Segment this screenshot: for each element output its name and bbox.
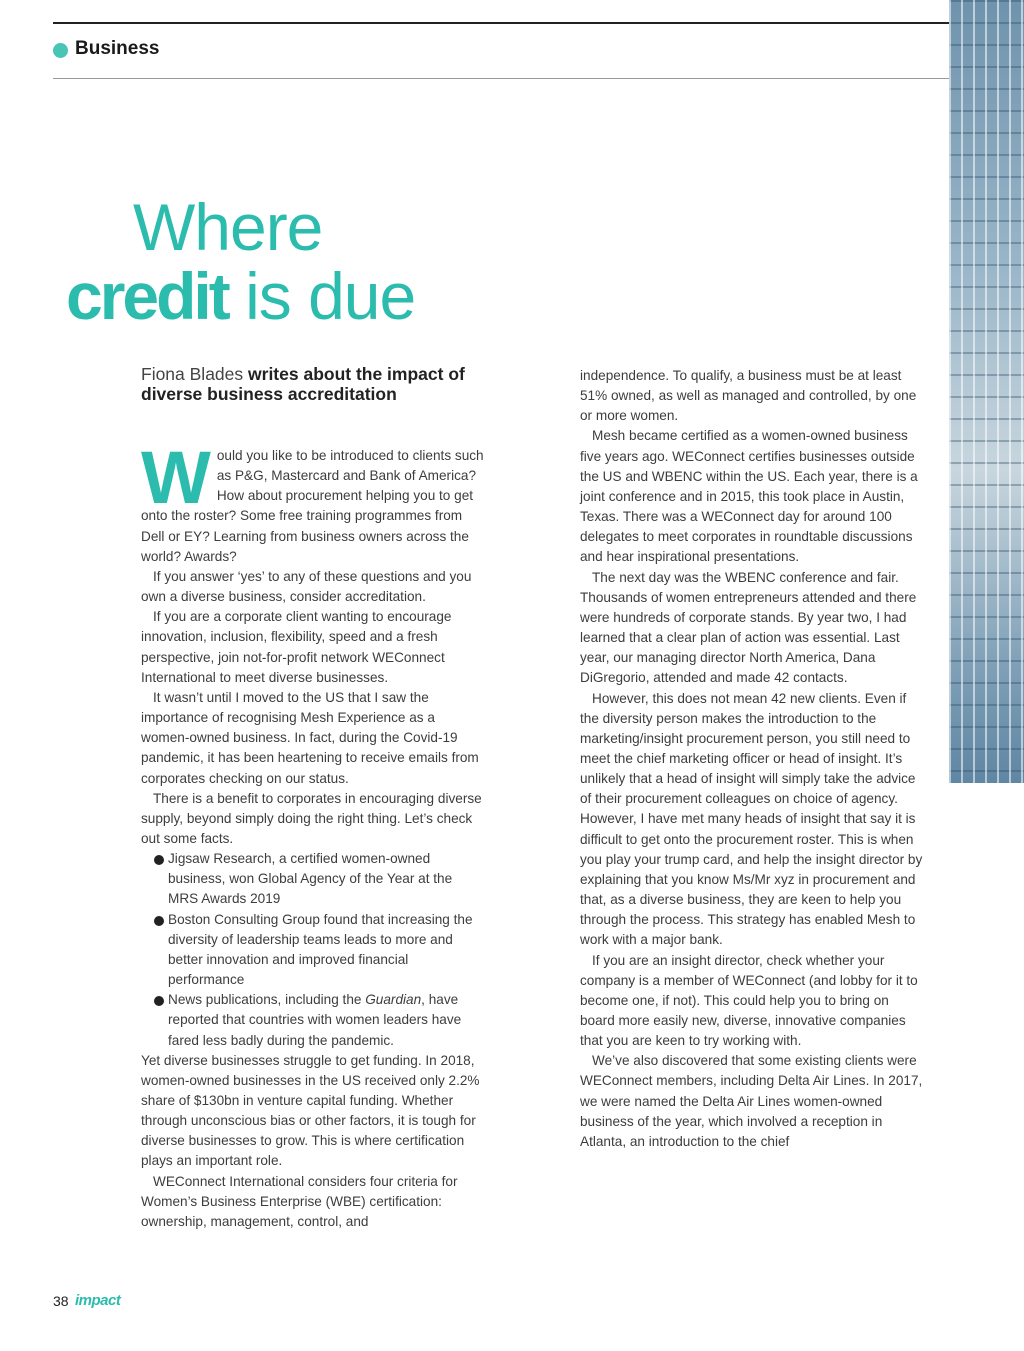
paragraph: If you answer ‘yes’ to any of these questions and you own a diverse business, consider accreditation. bbox=[141, 568, 472, 605]
page-number: 38 bbox=[53, 1293, 69, 1309]
paragraph: There is a benefit to corporates in encouraging diverse supply, beyond simply doing the right thing. Let’s check out some facts. bbox=[141, 790, 482, 846]
section-dot-icon bbox=[53, 43, 68, 58]
list-item bbox=[141, 990, 486, 1050]
article-column-2 bbox=[580, 366, 925, 1152]
headline-line2 bbox=[66, 259, 416, 333]
headline-bold-word: credit bbox=[66, 259, 228, 333]
byline-author: Fiona Blades bbox=[141, 364, 244, 384]
section-label: Business bbox=[75, 38, 160, 59]
byline bbox=[141, 364, 501, 404]
drop-cap: W bbox=[141, 436, 211, 519]
list-item bbox=[141, 910, 486, 991]
paragraph bbox=[141, 436, 486, 567]
list-item bbox=[141, 849, 486, 909]
paragraph: However, this does not mean 42 new clients. Even if the diversity person makes the introduction to the marketing/insight procurement person, you still need to meet the chief marketing officer or head of insight. It’s unlikely that a head of insight will simply take the advice of their procurement colleagues on choice of agency. However, I have met many heads of insight that say it is difficult to get onto the procurement roster. This is when you play your trump card, and help the insight director by explaining that you know Ms/Mr xyz in procurement and that, as a diverse business, they are keen to help you through the process. This strategy has enabled Mesh to work with a major bank. bbox=[580, 690, 923, 948]
paragraph: If you are an insight director, check whether your company is a member of WEConnect (and lobby for it to become one, if not). This could help you to bring on board more easily new, diverse, innovative companies that you are keen to try working with. bbox=[580, 952, 918, 1049]
building-photo bbox=[949, 0, 1024, 783]
paragraph: Mesh became certified as a women-owned business five years ago. WEConnect certifies businesses outside the US and WBENC within the US. Each year, there is a joint conference and in 2015, this took place in Austin, Texas. There was a WEConnect day for around 100 delegates to meet corporates in roundtable discussions and hear inspirational presentations. bbox=[580, 428, 918, 565]
section-rule bbox=[53, 78, 949, 79]
list-item-text: , have reported that countries with women leaders have fared less badly during the pandemic. bbox=[168, 992, 462, 1048]
paragraph: WEConnect International considers four criteria for Women’s Business Enterprise (WBE) certification: ownership, management, control, and bbox=[141, 1173, 458, 1229]
paragraph: If you are a corporate client wanting to encourage innovation, inclusion, flexibility, speed and a fresh perspective, join not-for-profit network WEConnect International to meet diverse businesses. bbox=[141, 609, 452, 685]
list-item-text: Boston Consulting Group found that increasing the diversity of leadership teams leads to more and better innovation and improved financial performance bbox=[168, 911, 473, 988]
list-item-text: Jigsaw Research, a certified women-owned business, won Global Agency of the Year at the MRS Awards 2019 bbox=[168, 851, 453, 907]
headline-rest: is due bbox=[227, 259, 416, 333]
byline-deck: writes about the impact of diverse business accreditation bbox=[141, 364, 465, 404]
paragraph: Yet diverse businesses struggle to get funding. In 2018, women-owned businesses in the US received only 2.2% share of $130bn in venture capital funding. Whether through unconscious bias or other factors, it is tough for diverse businesses to grow. This is where certification plays an important role. bbox=[141, 1052, 480, 1169]
top-rule bbox=[53, 22, 949, 24]
bullet-icon bbox=[154, 855, 164, 865]
paragraph-text: ould you like to be introduced to clients such as P&G, Mastercard and Bank of America? How about procurement helping you to get onto the roster? Some free training programmes from Dell or EY? Learning from business owners across the world? Awards? bbox=[141, 448, 484, 564]
publication-name: Guardian bbox=[365, 992, 422, 1008]
paragraph: The next day was the WBENC conference and fair. Thousands of women entrepreneurs attended and there were hundreds of corporate stands. By year two, I had learned that a clear plan of action was essential. Last year, our managing director North America, Dana DiGregorio, attended and made 42 contacts. bbox=[580, 569, 917, 686]
bullet-icon bbox=[154, 996, 164, 1006]
paragraph: We’ve also discovered that some existing clients were WEConnect members, including Delta Air Lines. In 2017, we were named the Delta Air Lines women-owned business of the year, which involved a reception in Atlanta, an introduction to the chief bbox=[580, 1053, 923, 1149]
paragraph: It wasn’t until I moved to the US that I saw the importance of recognising Mesh Experience as a women-owned business. In fact, during the Covid-19 pandemic, it has been heartening to receive emails from corporates checking on our status. bbox=[141, 689, 479, 786]
bullet-icon bbox=[154, 916, 164, 926]
list-item-text: News publications, including the bbox=[168, 992, 366, 1008]
article-column-1 bbox=[141, 436, 486, 1232]
paragraph: independence. To qualify, a business must be at least 51% owned, as well as managed and controlled, by one or more women. bbox=[580, 368, 917, 424]
fact-list bbox=[141, 849, 486, 1051]
headline-line1: Where bbox=[133, 190, 323, 264]
magazine-logo: impact bbox=[75, 1292, 121, 1309]
